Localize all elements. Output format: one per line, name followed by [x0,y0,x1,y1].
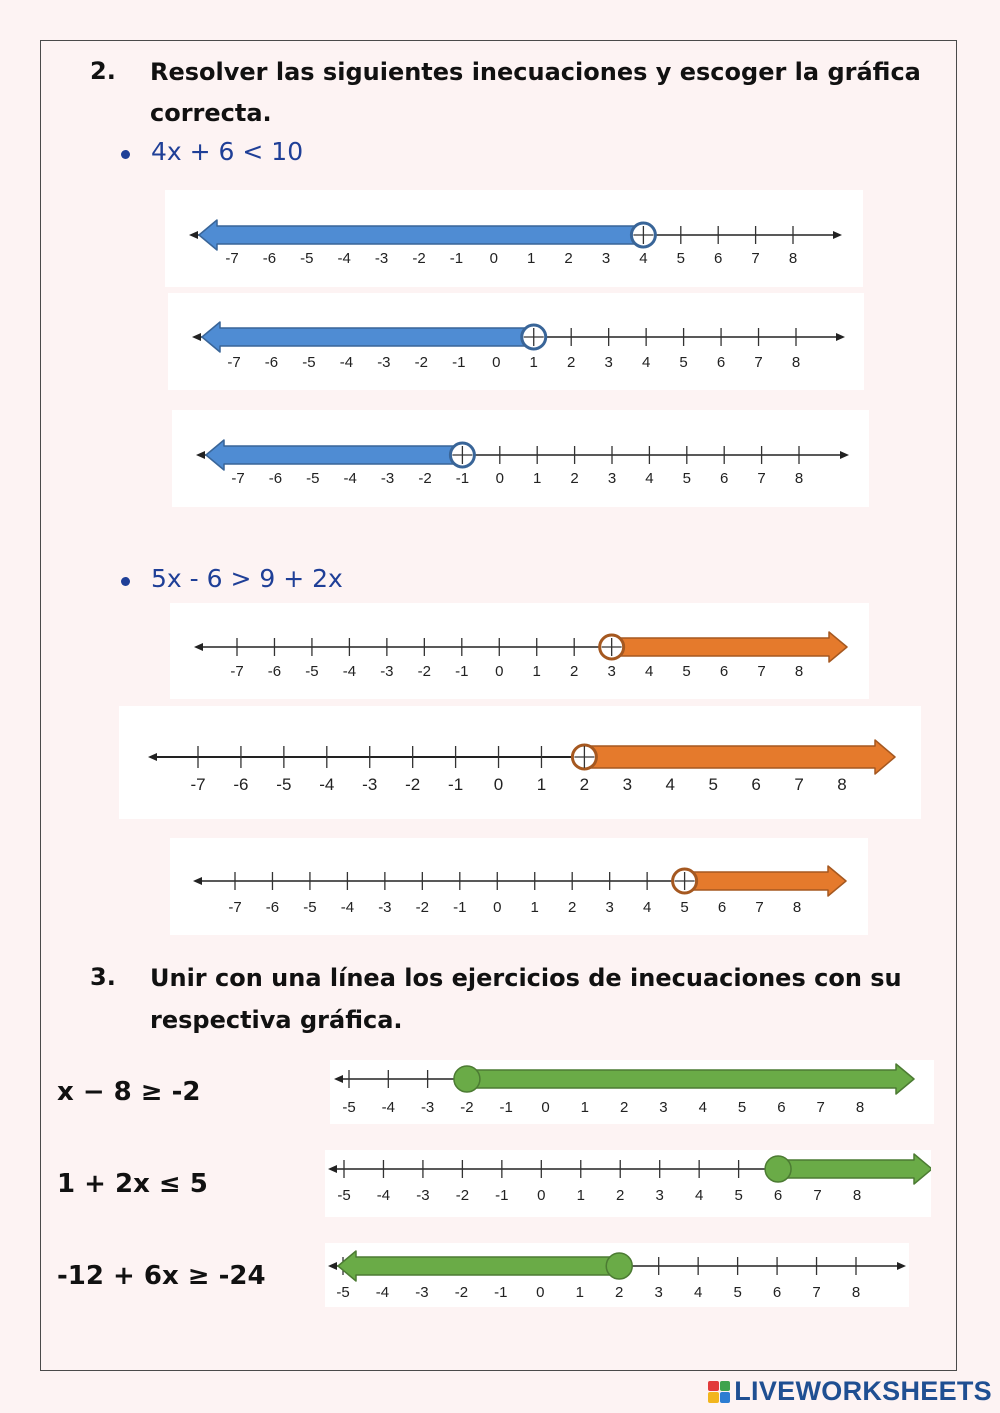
closed-endpoint-dot [606,1253,632,1279]
tick-label: 1 [536,775,547,794]
tick-label: 6 [719,663,729,680]
tick-label: 2 [616,1187,625,1204]
number-line-option[interactable] [168,293,864,390]
number-line-option[interactable] [165,190,863,287]
tick-label: 0 [492,354,501,371]
tick-label: 0 [537,1187,546,1204]
solution-ray [202,322,534,352]
tick-label: 8 [855,1099,865,1116]
tick-label: 0 [493,899,502,916]
axis-arrow-left-icon [148,753,157,761]
tick-label: 3 [622,775,633,794]
tick-label: 8 [794,470,804,487]
number-line-svg [170,838,868,935]
tick-label: 6 [751,775,761,794]
number-line-svg [170,603,869,699]
tick-label: 8 [791,354,801,371]
tick-label: -6 [265,899,280,916]
bullet-icon [121,577,130,586]
logo-square [720,1381,731,1392]
tick-label: 5 [682,663,691,680]
exercise-label[interactable]: 1 + 2x ≤ 5 [57,1169,208,1199]
tick-label: 2 [564,250,573,267]
number-line-svg [168,293,864,390]
tick-label: 4 [693,1284,703,1301]
tick-label: 7 [813,1187,822,1204]
tick-label: -4 [376,1187,391,1204]
tick-label: 8 [794,663,804,680]
exercise-label[interactable]: -12 + 6x ≥ -24 [57,1261,266,1291]
tick-label: -7 [230,663,244,680]
axis-arrow-left-icon [192,333,201,341]
tick-label: 7 [794,775,804,794]
number-line-svg [325,1243,909,1307]
tick-label: -1 [453,899,467,916]
logo-square [708,1381,719,1392]
tick-label: 8 [852,1187,862,1204]
number-line-option[interactable] [170,838,868,935]
tick-label: -2 [412,250,426,267]
tick-label: -4 [381,1099,395,1116]
tick-label: 6 [716,354,726,371]
tick-label: -1 [455,470,470,487]
solution-ray [206,440,462,470]
tick-label: 0 [536,1284,545,1301]
tick-label: 7 [754,354,763,371]
question-3-text-line2: respectiva gráfica. [150,1006,403,1034]
axis-arrow-left-icon [328,1165,337,1173]
tick-label: 2 [570,663,579,680]
tick-label: -1 [499,1099,513,1116]
tick-label: 6 [772,1284,782,1301]
tick-label: -7 [231,470,245,487]
tick-label: 7 [812,1284,821,1301]
solution-ray [584,740,895,774]
tick-label: 2 [567,354,576,371]
tick-label: 5 [733,1284,742,1301]
liveworksheets-brand [708,1376,992,1407]
tick-label: -4 [339,354,354,371]
tick-label: -3 [416,1187,430,1204]
question-2-number: 2. [90,57,116,85]
tick-label: -2 [418,470,432,487]
tick-label: 7 [755,899,764,916]
axis-arrow-right-icon [833,231,842,239]
axis-arrow-left-icon [196,451,205,459]
tick-label: 1 [576,1187,585,1204]
bullet-icon [121,150,130,159]
tick-label: 0 [495,663,504,680]
axis-arrow-left-icon [194,643,203,651]
exercise-label[interactable]: x − 8 ≥ -2 [57,1077,201,1107]
solution-ray [685,866,846,896]
tick-label: -3 [374,250,389,267]
tick-label: -4 [340,899,355,916]
tick-label: 3 [604,354,613,371]
solution-ray [467,1064,914,1094]
tick-label: 6 [717,899,727,916]
tick-label: -7 [228,899,242,916]
tick-label: 6 [714,250,723,267]
tick-label: 7 [757,663,766,680]
solution-ray [612,632,847,662]
tick-label: 4 [642,899,652,916]
tick-label: 5 [682,470,691,487]
tick-label: 3 [601,250,611,267]
tick-label: 3 [605,899,614,916]
tick-label: -2 [460,1099,474,1116]
tick-label: 3 [655,1187,664,1204]
tick-label: 1 [530,899,539,916]
tick-label: 6 [777,1099,786,1116]
number-line-svg [119,706,921,819]
tick-label: 2 [619,1099,629,1116]
tick-label: -7 [227,354,241,371]
tick-label: 8 [837,775,847,794]
tick-label: 8 [792,899,802,916]
tick-label: -4 [342,663,357,680]
axis-arrow-left-icon [334,1075,343,1083]
tick-label: 2 [615,1284,624,1301]
liveworksheets-logo-icon [708,1381,730,1403]
tick-label: -3 [362,775,378,794]
tick-label: 4 [644,663,654,680]
tick-label: 5 [737,1099,747,1116]
axis-arrow-right-icon [897,1262,906,1270]
tick-label: -1 [495,1187,509,1204]
question-3-number: 3. [90,963,116,991]
tick-label: -3 [377,354,391,371]
logo-square [708,1392,719,1403]
tick-label: -5 [337,1187,351,1204]
tick-label: 3 [659,1099,668,1116]
tick-label: -5 [306,470,320,487]
tick-label: -6 [233,775,249,794]
tick-label: -7 [190,775,206,794]
tick-label: 5 [676,250,685,267]
tick-label: -1 [449,250,464,267]
tick-label: 5 [708,775,718,794]
tick-label: -4 [319,775,335,794]
tick-label: -5 [300,250,314,267]
tick-label: -4 [337,250,351,267]
axis-arrow-left-icon [328,1262,337,1270]
tick-label: 7 [757,470,766,487]
tick-label: -5 [336,1284,350,1301]
tick-label: 7 [751,250,760,267]
tick-label: -5 [302,354,316,371]
axis-arrow-left-icon [193,877,202,885]
tick-label: -3 [380,663,394,680]
inequality-2: 5x - 6 > 9 + 2x [151,564,343,593]
tick-label: -3 [420,1099,435,1116]
number-line-graph[interactable] [330,1060,934,1124]
inequality-1: 4x + 6 < 10 [151,137,304,166]
tick-label: 0 [495,470,504,487]
tick-label: 5 [734,1187,743,1204]
number-line-svg [172,410,869,507]
tick-label: 7 [816,1099,825,1116]
question-3-text-line1: Unir con una línea los ejercicios de inecuaciones con su [150,964,902,992]
tick-label: 4 [698,1099,707,1116]
tick-label: -5 [303,899,317,916]
tick-label: -6 [264,354,279,371]
tick-label: -2 [405,775,421,794]
tick-label: 4 [641,354,651,371]
closed-endpoint-dot [454,1066,480,1092]
tick-label: -6 [268,470,283,487]
number-line-option[interactable] [170,603,869,699]
number-line-svg [330,1060,934,1124]
tick-label: 0 [541,1099,550,1116]
tick-label: -2 [455,1187,470,1204]
logo-square [720,1392,731,1403]
tick-label: 2 [568,899,577,916]
number-line-option[interactable] [119,706,921,819]
tick-label: -1 [448,775,464,794]
tick-label: -1 [494,1284,508,1301]
axis-arrow-right-icon [836,333,845,341]
tick-label: 2 [570,470,579,487]
tick-label: 1 [529,354,538,371]
tick-label: 0 [489,250,498,267]
tick-label: 0 [493,775,504,794]
question-2-text-line2: correcta. [150,99,272,127]
tick-label: 6 [720,470,729,487]
tick-label: 3 [607,470,617,487]
solution-ray [778,1154,931,1184]
number-line-graph[interactable] [325,1243,909,1307]
tick-label: -2 [417,663,432,680]
axis-arrow-right-icon [840,451,849,459]
number-line-svg [165,190,863,287]
tick-label: -5 [305,663,319,680]
tick-label: 3 [607,663,616,680]
number-line-option[interactable] [172,410,869,507]
solution-ray [199,220,643,250]
tick-label: 4 [665,775,676,794]
number-line-graph[interactable] [325,1150,931,1217]
tick-label: -3 [415,1284,429,1301]
tick-label: -6 [267,663,282,680]
tick-label: -7 [225,250,239,267]
tick-label: -1 [455,663,469,680]
tick-label: 4 [645,470,654,487]
axis-arrow-left-icon [189,231,198,239]
tick-label: -4 [343,470,357,487]
tick-label: -5 [342,1099,356,1116]
tick-label: 8 [851,1284,861,1301]
tick-label: -2 [414,354,429,371]
number-line-svg [325,1150,931,1217]
tick-label: 8 [788,250,798,267]
brand-name: LIVEWORKSHEETS [734,1376,992,1406]
question-2-text-line1: Resolver las siguientes inecuaciones y escoger la gráfica [150,58,921,86]
solution-ray [338,1251,619,1281]
tick-label: 4 [639,250,648,267]
tick-label: 5 [680,899,689,916]
tick-label: 1 [533,470,542,487]
tick-label: -2 [454,1284,469,1301]
tick-label: -1 [452,354,466,371]
closed-endpoint-dot [765,1156,791,1182]
tick-label: 1 [532,663,541,680]
tick-label: 1 [575,1284,584,1301]
tick-label: -3 [378,899,392,916]
tick-label: 1 [527,250,536,267]
tick-label: 1 [580,1099,590,1116]
tick-label: -3 [380,470,395,487]
tick-label: -4 [375,1284,390,1301]
tick-label: 5 [679,354,688,371]
tick-label: -6 [262,250,277,267]
tick-label: -2 [415,899,430,916]
tick-label: 4 [694,1187,704,1204]
tick-label: -5 [276,775,292,794]
tick-label: 3 [654,1284,663,1301]
tick-label: 6 [773,1187,783,1204]
tick-label: 2 [579,775,590,794]
